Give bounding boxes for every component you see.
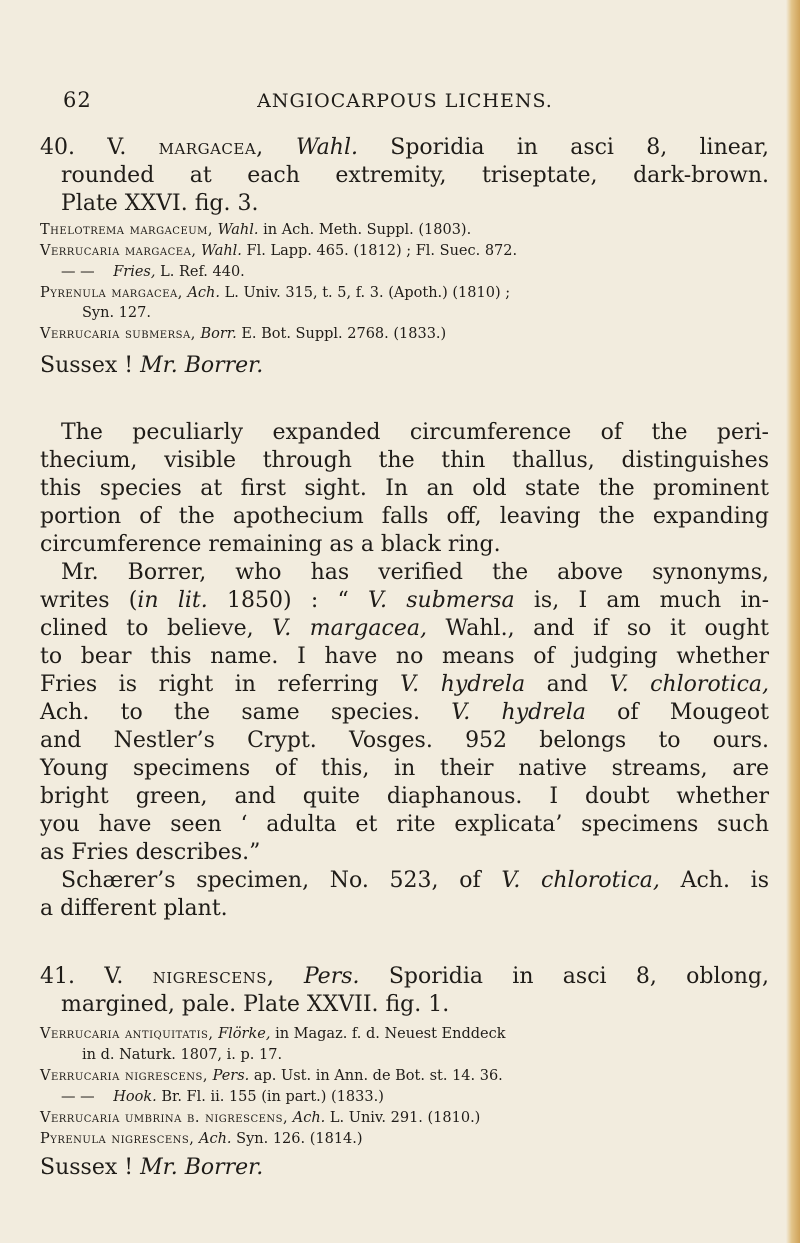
running-header bbox=[40, 88, 770, 114]
text-line: portion of the apothecium falls off, leaving the expanding bbox=[40, 504, 769, 529]
species-description-line: rounded at each extremity, triseptate, dark-brown. bbox=[61, 163, 769, 188]
synonym-line: Syn. 127. bbox=[82, 305, 151, 321]
text-line: this species at first sight. In an old state the prominent bbox=[40, 476, 769, 501]
text-line: a different plant. bbox=[40, 896, 228, 921]
text-line: circumference remaining as a black ring. bbox=[40, 532, 501, 557]
text-line: as Fries describes.” bbox=[40, 840, 261, 865]
text-line: to bear this name. I have no means of judging whether bbox=[40, 644, 769, 669]
text-line: Fries is right in referring V. hydrela and V. chlorotica, bbox=[40, 672, 769, 697]
text-line: you have seen ‘ adulta et rite explicata’ specimens such bbox=[40, 812, 769, 837]
species-authority: Wahl. bbox=[295, 135, 358, 160]
synonym-line: Pyrenula margacea, Ach. L. Univ. 315, t. 5, f. 3. (Apoth.) (1810) ; bbox=[40, 285, 511, 301]
collector: Mr. Borrer. bbox=[140, 1155, 264, 1180]
synonym-line: — — Hook. Br. Fl. ii. 155 (in part.) (1833.) bbox=[61, 1089, 384, 1105]
text-line: Mr. Borrer, who has verified the above synonyms, bbox=[61, 560, 769, 585]
text-line: Young specimens of this, in their native streams, are bbox=[40, 756, 769, 781]
running-title: ANGIOCARPOUS LICHENS. bbox=[257, 90, 553, 112]
collector: Mr. Borrer. bbox=[140, 353, 264, 378]
plate-reference: Plate XXVI. fig. 3. bbox=[61, 191, 259, 216]
text-line: clined to believe, V. margacea, Wahl., and if so it ought bbox=[40, 616, 769, 641]
text-line: writes (in lit. 1850) : “ V. submersa is, I am much in- bbox=[40, 588, 770, 613]
synonym-line: — — Fries, L. Ref. 440. bbox=[61, 264, 245, 280]
locality-line bbox=[40, 1154, 263, 1182]
synonym-line: Thelotrema margaceum, Wahl. in Ach. Meth. Suppl. (1803). bbox=[40, 222, 472, 238]
synonym-line: Verrucaria margacea, Wahl. Fl. Lapp. 465. (1812) ; Fl. Suec. 872. bbox=[40, 243, 518, 259]
species-description: Sporidia in asci 8, linear, bbox=[390, 135, 769, 160]
species-40-heading bbox=[40, 134, 769, 162]
species-41-heading bbox=[40, 963, 769, 991]
text-line: and Nestler’s Crypt. Vosges. 952 belongs to ours. bbox=[40, 728, 769, 753]
text-line: Schærer’s specimen, No. 523, of V. chlorotica, Ach. is bbox=[61, 868, 769, 893]
species-name: nigrescens, bbox=[152, 964, 275, 989]
species-name: margacea, bbox=[158, 135, 264, 160]
text-line: thecium, visible through the thin thallus, distinguishes bbox=[40, 448, 769, 473]
synonym-line: in d. Naturk. 1807, i. p. 17. bbox=[82, 1047, 283, 1063]
synonym-line: Verrucaria umbrina β. nigrescens, Ach. L. Univ. 291. (1810.) bbox=[40, 1110, 481, 1126]
page-number: 62 bbox=[63, 88, 92, 112]
text-line: bright green, and quite diaphanous. I doubt whether bbox=[40, 784, 769, 809]
species-genus: V. bbox=[107, 135, 127, 160]
species-number: 40. bbox=[40, 135, 75, 160]
locality: Sussex ! bbox=[40, 1155, 134, 1180]
text-line: The peculiarly expanded circumference of the peri- bbox=[61, 420, 769, 445]
synonym-line: Verrucaria antiquitatis, Flörke, in Magaz. f. d. Neuest Enddeck bbox=[40, 1026, 506, 1042]
locality: Sussex ! bbox=[40, 353, 134, 378]
species-authority: Pers. bbox=[303, 964, 360, 989]
text-line: Ach. to the same species. V. hydrela of Mougeot bbox=[40, 700, 769, 725]
locality-line bbox=[40, 352, 263, 380]
page-edge bbox=[786, 0, 800, 1243]
synonym-line: Pyrenula nigrescens, Ach. Syn. 126. (1814.) bbox=[40, 1131, 363, 1147]
synonym-line: Verrucaria submersa, Borr. E. Bot. Suppl. 2768. (1833.) bbox=[40, 326, 447, 342]
species-number: 41. bbox=[40, 964, 75, 989]
synonym-line: Verrucaria nigrescens, Pers. ap. Ust. in Ann. de Bot. st. 14. 36. bbox=[40, 1068, 503, 1084]
species-genus: V. bbox=[104, 964, 124, 989]
species-description-line: margined, pale. Plate XXVII. fig. 1. bbox=[61, 992, 450, 1017]
species-description: Sporidia in asci 8, oblong, bbox=[388, 964, 770, 989]
